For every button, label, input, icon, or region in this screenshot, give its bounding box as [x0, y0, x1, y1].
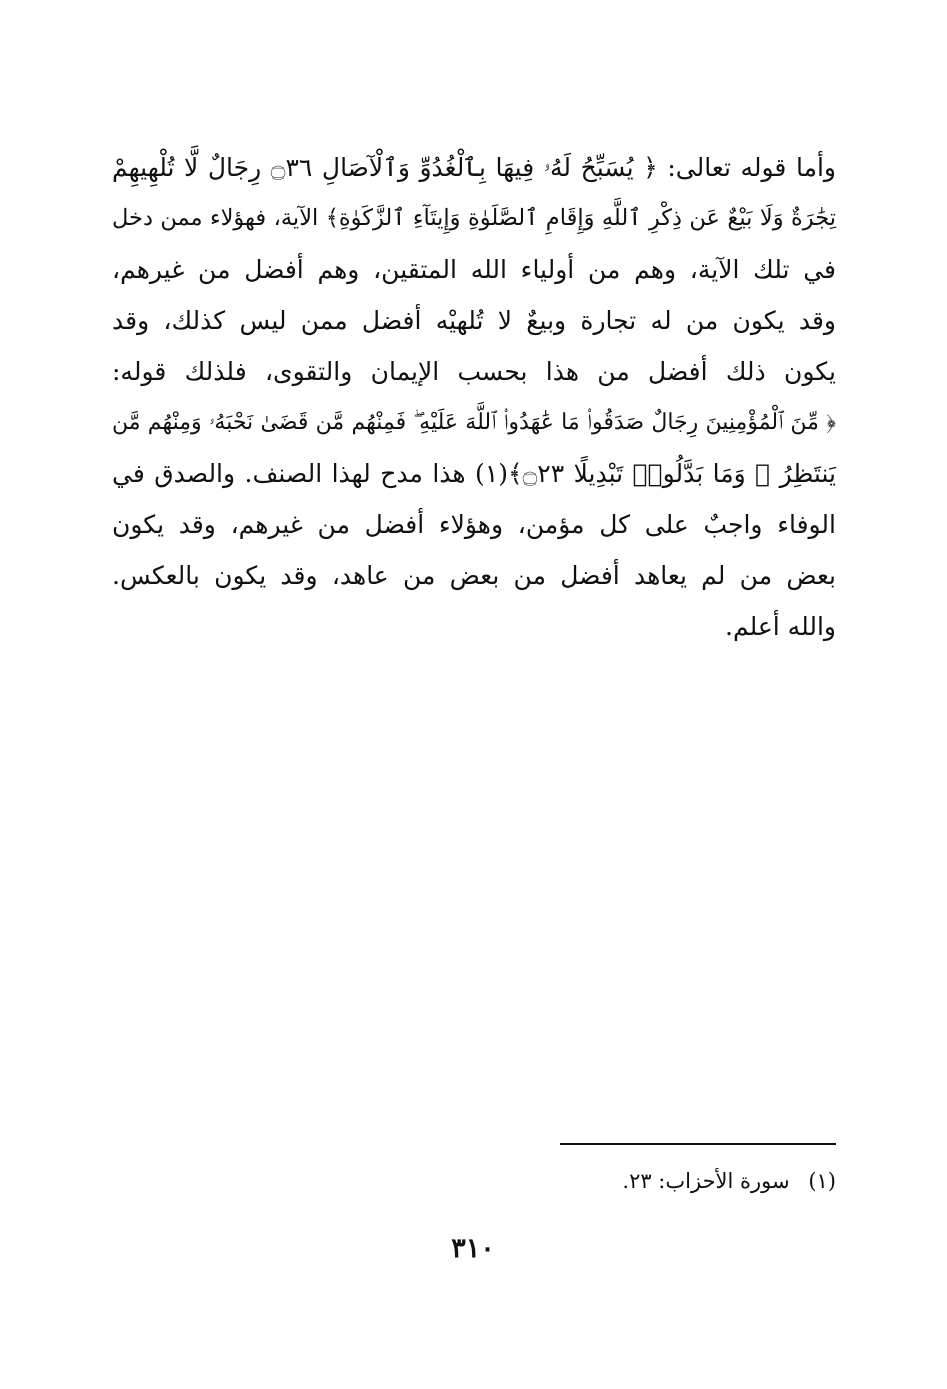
text-line: وقد يكون من له تجارة وبيعٌ لا تُلهيْه أفضل ممن ليس كذلك، وقد: [112, 306, 836, 335]
text-line: يَنتَظِرُ ۖ وَمَا بَدَّلُوا۟ تَبْدِيلًا ۝٢٣﴾(١) هذا مدح لهذا الصنف. والصدق في: [112, 459, 836, 488]
page-number: ٣١٠: [451, 1233, 495, 1264]
text-line: والله أعلم.: [725, 612, 836, 641]
footnote: [560, 1166, 836, 1196]
text-line: يكون ذلك أفضل من هذا بحسب الإيمان والتقوى، فلذلك قوله:: [112, 357, 836, 386]
text-line: وأما قوله تعالى: ﴿ يُسَبِّحُ لَهُۥ فِيهَا بِٱلْغُدُوِّ وَٱلْآصَالِ ۝٣٦ رِجَالٌ لَّا تُلْهِيهِمْ: [112, 153, 836, 182]
footnote-text: سورة الأحزاب: ٢٣.: [622, 1169, 790, 1193]
text-line: بعض من لم يعاهد أفضل من بعض من عاهد، وقد يكون بالعكس.: [112, 561, 836, 590]
text-line: في تلك الآية، وهم من أولياء الله المتقين، وهم أفضل من غيرهم،: [112, 255, 836, 284]
text-line: تِجَٰرَةٌ وَلَا بَيْعٌ عَن ذِكْرِ ٱللَّهِ وَإِقَامِ ٱلصَّلَوٰةِ وَإِيتَآءِ ٱلزَّكَوٰةِ﴾ الآية، فهؤلاء ممن دخل: [112, 205, 836, 231]
footnote-marker: (١): [808, 1169, 836, 1193]
footnote-divider: [560, 1143, 836, 1145]
text-line: ﴿ مِّنَ ٱلْمُؤْمِنِينَ رِجَالٌ صَدَقُوا۟ مَا عَٰهَدُوا۟ ٱللَّهَ عَلَيْهِ ۖ فَمِنْهُم مَّن قَضَىٰ نَحْبَهُۥ وَمِنْهُم مَّن: [112, 410, 836, 435]
main-text-block: [112, 142, 836, 652]
text-line: الوفاء واجبٌ على كل مؤمن، وهؤلاء أفضل من غيرهم، وقد يكون: [112, 510, 836, 539]
